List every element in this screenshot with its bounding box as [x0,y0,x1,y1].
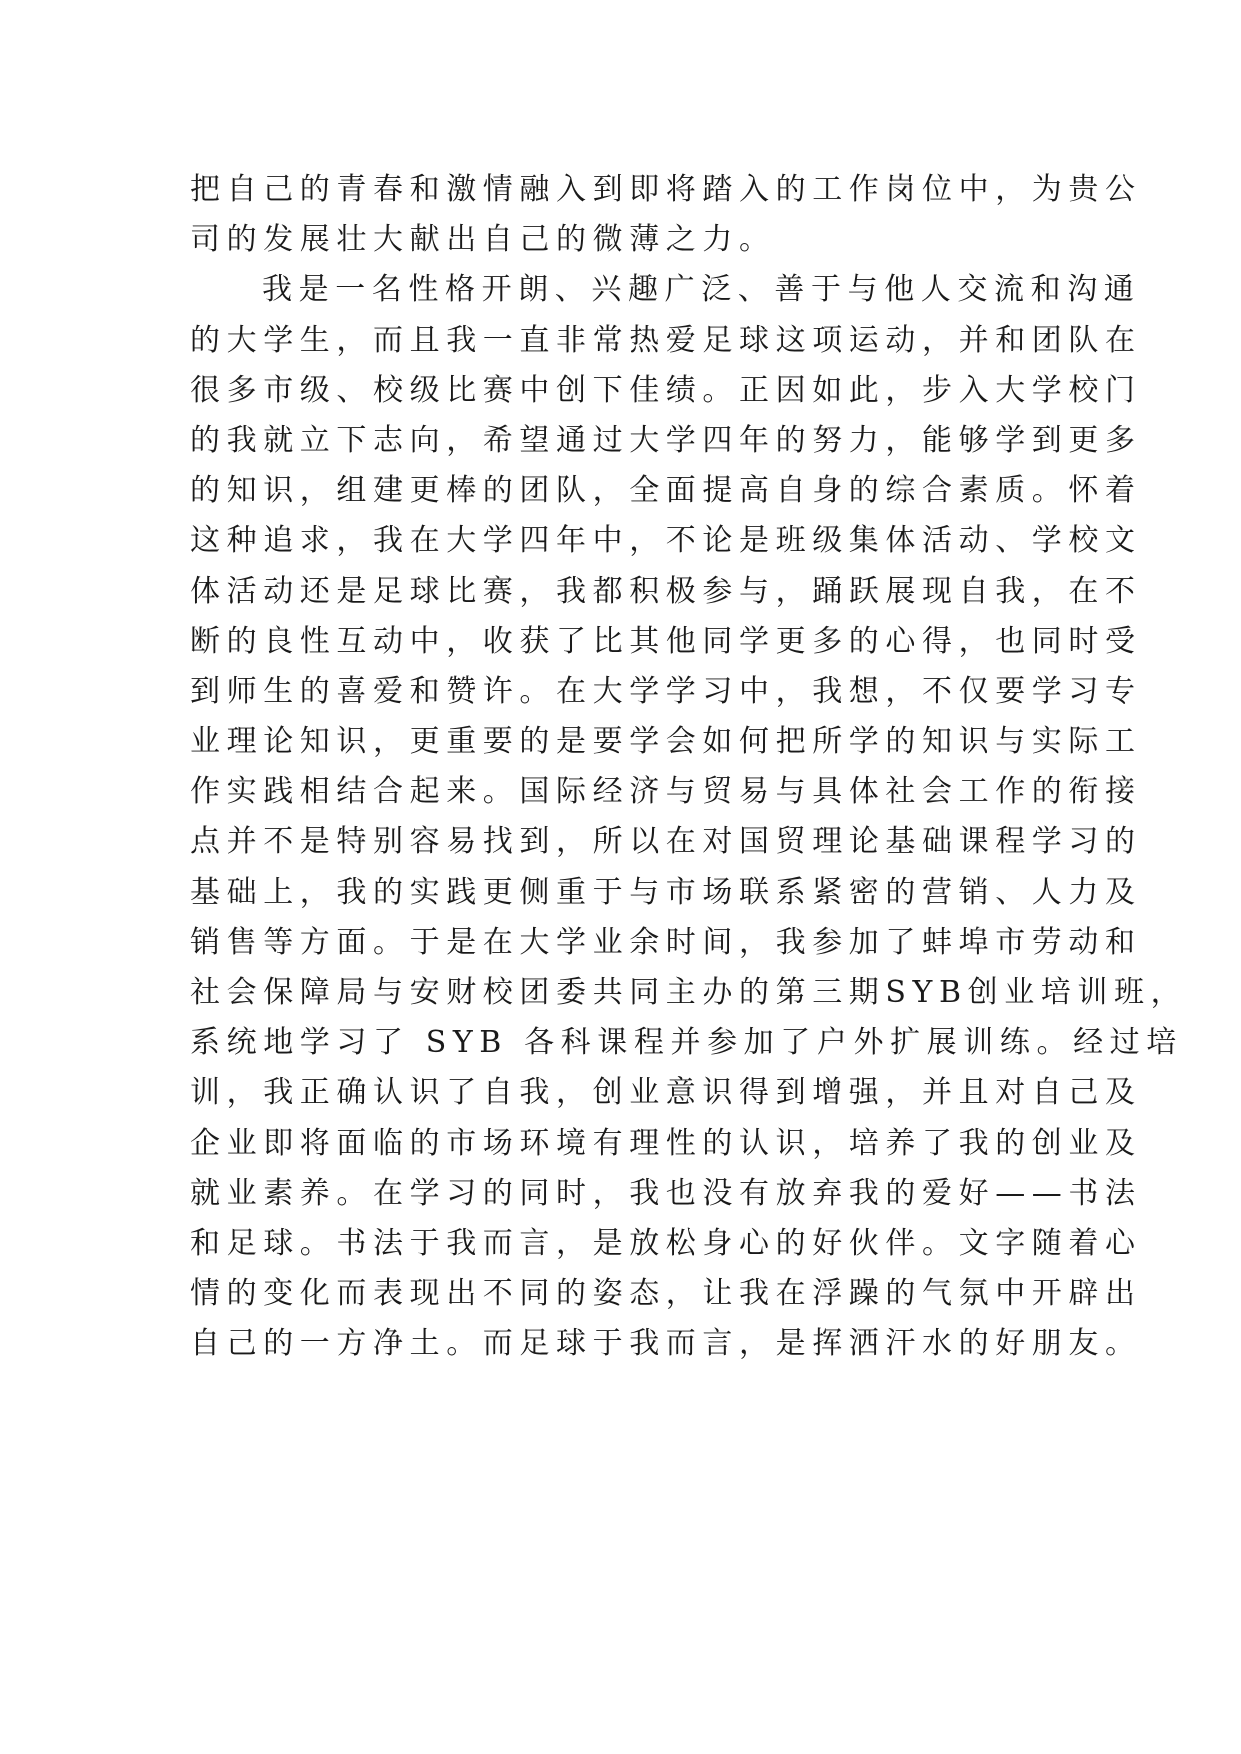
text-line: 把自己的青春和激情融入到即将踏入的工作岗位中，为贵公 [190,172,1142,207]
text-line: 自己的一方净土。而足球于我而言，是挥洒汗水的好朋友。 [190,1326,1142,1362]
text-line: 作实践相结合起来。国际经济与贸易与具体社会工作的衔接 [190,774,1142,810]
body-text [190,165,1188,1370]
text-line: 的我就立下志向，希望通过大学四年的努力，能够学到更多 [190,422,1142,458]
text-line: 企业即将面临的市场环境有理性的认识，培养了我的创业及 [190,1125,1142,1161]
text-line: 社会保障局与安财校团委共同主办的第三期SYB创业培训班， [190,975,1188,1010]
text-line: 业理论知识，更重要的是要学会如何把所学的知识与实际工 [190,724,1142,760]
text-line: 断的良性互动中，收获了比其他同学更多的心得，也同时受 [190,623,1142,659]
text-line: 情的变化而表现出不同的姿态，让我在浮躁的气氛中开辟出 [190,1276,1142,1312]
text-line: 点并不是特别容易找到，所以在对国贸理论基础课程学习的 [190,824,1142,860]
text-line: 的知识，组建更棒的团队，全面提高自身的综合素质。怀着 [190,473,1142,509]
text-line: 的大学生，而且我一直非常热爱足球这项运动，并和团队在 [190,322,1142,358]
text-line: 和足球。书法于我而言，是放松身心的好伙伴。文字随着心 [190,1225,1142,1261]
text-line: 司的发展壮大献出自己的微薄之力。 [190,222,776,258]
text-line: 到师生的喜爱和赞许。在大学学习中，我想，不仅要学习专 [190,673,1142,709]
text-line: 这种追求，我在大学四年中，不论是班级集体活动、学校文 [190,523,1142,559]
paragraph-first-line: 我是一名性格开朗、兴趣广泛、善于与他人交流和沟通 [262,272,1141,308]
text-line: 体活动还是足球比赛，我都积极参与，踊跃展现自我，在不 [190,573,1142,609]
text-line: 系统地学习了 SYB 各科课程并参加了户外扩展训练。经过培 [190,1025,1183,1061]
text-line: 基础上，我的实践更侧重于与市场联系紧密的营销、人力及 [190,874,1142,910]
text-line: 就业素养。在学习的同时，我也没有放弃我的爱好——书法 [190,1175,1142,1211]
text-line: 很多市级、校级比赛中创下佳绩。正因如此，步入大学校门 [190,372,1142,408]
text-line: 销售等方面。于是在大学业余时间，我参加了蚌埠市劳动和 [190,924,1142,960]
text-line: 训，我正确认识了自我，创业意识得到增强，并且对自己及 [190,1075,1142,1111]
